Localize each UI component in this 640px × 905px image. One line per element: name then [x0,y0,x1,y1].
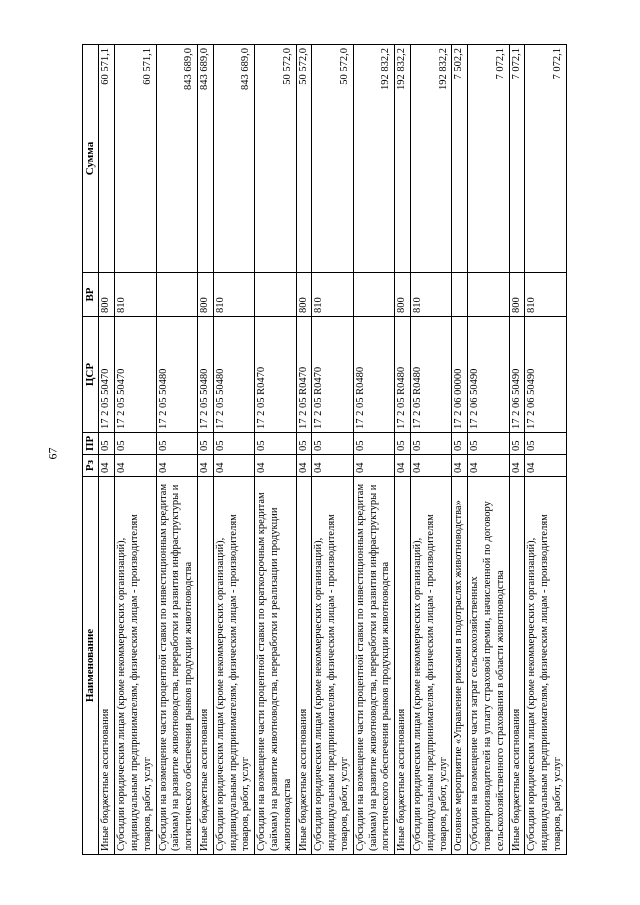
cell-csr: 17 2 05 50480 [213,317,254,433]
table-row [312,45,353,855]
cell-name: Иные бюджетные ассигнования [395,477,411,855]
table-row [197,45,213,855]
cell-sum: 50 572,0 [296,45,312,273]
cell-sum: 192 832,2 [353,45,394,273]
cell-rz: 04 [525,455,566,477]
cell-pr: 05 [255,433,296,455]
cell-rz: 04 [353,455,394,477]
cell-sum: 192 832,2 [410,45,451,273]
header-rz: Рз [83,455,99,477]
cell-csr: 17 2 06 50490 [468,317,509,433]
cell-rz: 04 [468,455,509,477]
header-vr: ВР [83,273,99,317]
cell-sum: 843 689,0 [197,45,213,273]
cell-rz: 04 [213,455,254,477]
cell-name: Иные бюджетные ассигнования [99,477,115,855]
header-pr: ПР [83,433,99,455]
cell-vr [255,273,296,317]
cell-pr: 05 [452,433,468,455]
cell-sum: 50 572,0 [312,45,353,273]
cell-pr: 05 [115,433,156,455]
table-row [468,45,509,855]
cell-vr [353,273,394,317]
cell-rz: 04 [197,455,213,477]
cell-csr: 17 2 06 50490 [509,317,525,433]
cell-name: Субсидии на возмещение части процентной ставки по инвестиционным кредитам (займам) на развитие животноводства, переработки и развития инфраструктуры и логистического обеспечения рынков продукции животноводства [156,477,197,855]
cell-csr: 17 2 05 50470 [99,317,115,433]
table-row [410,45,451,855]
cell-pr: 05 [353,433,394,455]
cell-rz: 04 [395,455,411,477]
cell-vr [156,273,197,317]
cell-rz: 04 [296,455,312,477]
cell-vr [468,273,509,317]
table-row [115,45,156,855]
cell-csr: 17 2 05 R0480 [353,317,394,433]
cell-name: Иные бюджетные ассигнования [509,477,525,855]
cell-sum: 60 571,1 [115,45,156,273]
cell-rz: 04 [115,455,156,477]
cell-csr: 17 2 05 50480 [197,317,213,433]
cell-sum: 843 689,0 [156,45,197,273]
cell-vr: 800 [395,273,411,317]
cell-name: Субсидии на возмещение части процентной ставки по краткосрочным кредитам (займам) на развитие животноводства, переработки и реализации продукции животноводства [255,477,296,855]
cell-name: Субсидии на возмещение части процентной ставки по инвестиционным кредитам (займам) на развитие животноводства, переработки и развития инфраструктуры и логистического обеспечения рынков продукции животноводства [353,477,394,855]
table-body [99,45,566,855]
cell-sum: 843 689,0 [213,45,254,273]
cell-sum: 7 502,2 [452,45,468,273]
cell-rz: 04 [312,455,353,477]
cell-pr: 05 [468,433,509,455]
cell-csr: 17 2 05 R0470 [312,317,353,433]
table-row [255,45,296,855]
header-name: Наименование [83,477,99,855]
cell-vr: 800 [509,273,525,317]
table-row [509,45,525,855]
cell-sum: 7 072,1 [509,45,525,273]
table-row [525,45,566,855]
cell-pr: 05 [525,433,566,455]
cell-csr: 17 2 05 50470 [115,317,156,433]
cell-name: Субсидии на возмещение части затрат сельскохозяйственных товаропроизводителей на уплату страховой премии, начисленной по договору сельскохозяйственного страхования в области животноводства [468,477,509,855]
cell-rz: 04 [410,455,451,477]
cell-name: Субсидии юридическим лицам (кроме некоммерческих организаций), индивидуальным предпринимателям, физическим лицам - производителям товаров, работ, услуг [213,477,254,855]
cell-name: Субсидии юридическим лицам (кроме некоммерческих организаций), индивидуальным предпринимателям, физическим лицам - производителям товаров, работ, услуг [410,477,451,855]
cell-vr: 810 [115,273,156,317]
cell-vr: 810 [525,273,566,317]
cell-pr: 05 [296,433,312,455]
cell-pr: 05 [213,433,254,455]
cell-vr: 810 [312,273,353,317]
cell-pr: 05 [395,433,411,455]
table-row [395,45,411,855]
cell-vr: 800 [296,273,312,317]
cell-rz: 04 [255,455,296,477]
cell-name: Субсидии юридическим лицам (кроме некоммерческих организаций), индивидуальным предпринимателям, физическим лицам - производителям товаров, работ, услуг [525,477,566,855]
cell-pr: 05 [99,433,115,455]
cell-rz: 04 [99,455,115,477]
cell-csr: 17 2 05 R0470 [296,317,312,433]
cell-vr [452,273,468,317]
cell-sum: 192 832,2 [395,45,411,273]
cell-vr: 810 [213,273,254,317]
table-container [82,45,602,855]
cell-csr: 17 2 06 50490 [525,317,566,433]
cell-name: Иные бюджетные ассигнования [197,477,213,855]
table-row [99,45,115,855]
cell-pr: 05 [197,433,213,455]
rotated-table-frame [82,45,602,855]
table-row [213,45,254,855]
cell-sum: 60 571,1 [99,45,115,273]
table-row [296,45,312,855]
cell-rz: 04 [509,455,525,477]
cell-name: Субсидии юридическим лицам (кроме некоммерческих организаций), индивидуальным предпринимателям, физическим лицам - производителям товаров, работ, услуг [115,477,156,855]
cell-csr: 17 2 05 50480 [156,317,197,433]
cell-sum: 7 072,1 [525,45,566,273]
header-csr: ЦСР [83,317,99,433]
page-number: 67 [45,447,60,460]
cell-sum: 50 572,0 [255,45,296,273]
cell-csr: 17 2 05 R0470 [255,317,296,433]
cell-name: Иные бюджетные ассигнования [296,477,312,855]
header-sum: Сумма [83,45,99,273]
cell-vr: 800 [99,273,115,317]
cell-pr: 05 [509,433,525,455]
cell-csr: 17 2 06 00000 [452,317,468,433]
cell-pr: 05 [410,433,451,455]
cell-pr: 05 [156,433,197,455]
budget-table [82,44,567,855]
table-header-row [83,45,99,855]
cell-name: Основное мероприятие «Управление рисками в подотраслях животноводства» [452,477,468,855]
cell-csr: 17 2 05 R0480 [410,317,451,433]
cell-rz: 04 [156,455,197,477]
cell-vr: 800 [197,273,213,317]
cell-pr: 05 [312,433,353,455]
cell-sum: 7 072,1 [468,45,509,273]
cell-rz: 04 [452,455,468,477]
table-row [452,45,468,855]
table-row [353,45,394,855]
table-row [156,45,197,855]
cell-csr: 17 2 05 R0480 [395,317,411,433]
cell-name: Субсидии юридическим лицам (кроме некоммерческих организаций), индивидуальным предпринимателям, физическим лицам - производителям товаров, работ, услуг [312,477,353,855]
cell-vr: 810 [410,273,451,317]
